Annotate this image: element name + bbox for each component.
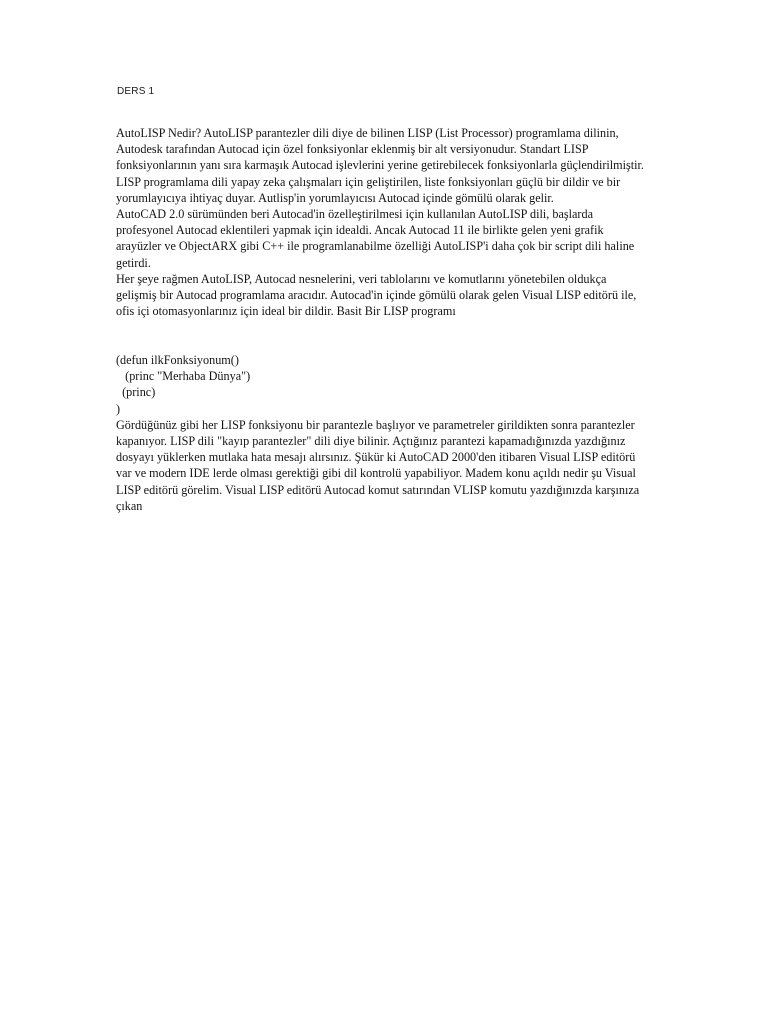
paragraph-autolisp-capabilities: Her şeye rağmen AutoLISP, Autocad nesnelerini, veri tablolarını ve komutlarını yönetebilen oldukça gelişmiş bir Autocad programlama aracıdır. Autocad'in içinde gömülü olarak gelen Visual LISP editörü ile, ofis içi otomasyonlarınız için ideal bir dildir. Basit Bir LISP programı — [116, 271, 637, 319]
paragraph-autocad-history: AutoCAD 2.0 sürümünden beri Autocad'in özelleştirilmesi için kullanılan AutoLISP dili, başlarda profesyonel Autocad eklentileri yapmak için idealdi. Ancak Autocad 11 ile birlikte gelen yeni grafik arayüzler ve ObjectARX gibi C++ ile programlanabilme özelliği AutoLISP'i daha çok bir script dili haline getirdi. — [116, 207, 635, 270]
intro-text-block — [116, 125, 646, 319]
code-line: (defun ilkFonksiyonum() — [116, 353, 239, 367]
code-line: (princ) — [116, 385, 156, 400]
paragraph-parentheses-explanation: Gördüğünüz gibi her LISP fonksiyonu bir parantezle başlıyor ve parametreler girildikten sonra parantezler kapanıyor. LISP dili "kayıp parantezler" dili diye bilinir. Açtığınız parantezi kapamadığınızda yazdığınız dosyayı yüklerken mutlaka hata mesajı alırsınız. Şükür ki AutoCAD 2000'den itibaren Visual LISP editörü var ve modern IDE lerde olması gerektiği gibi dil kontrolü yapabiliyor. Madem konu açıldı nedir şu Visual LISP editörü görelim. Visual LISP editörü Autocad komut satırından VLISP komutu yazdığınızda karşınıza çıkan — [116, 417, 640, 513]
code-line: (princ "Merhaba Dünya") — [116, 369, 251, 384]
lesson-heading: DERS 1 — [117, 86, 155, 97]
code-line: ) — [116, 401, 121, 416]
lisp-code-block — [116, 352, 646, 514]
paragraph-autolisp-definition: AutoLISP Nedir? AutoLISP parantezler dili diye de bilinen LISP (List Processor) programlama dilinin, Autodesk tarafından Autocad için özel fonksiyonlar eklenmiş bir alt versiyonudur. Standart LISP fonksiyonlarının yanı sıra karmaşık Autocad işlevlerini yerine getirebilecek fonksiyonlarla güçlendirilmiştir. LISP programlama dili yapay zeka çalışmaları için geliştirilen, liste fonksiyonları güçlü bir dildir ve bir yorumlayıcıya ihtiyaç duyar. Autlisp'in yorumlayıcısı Autocad içinde gömülü olarak gelir. — [116, 126, 644, 205]
